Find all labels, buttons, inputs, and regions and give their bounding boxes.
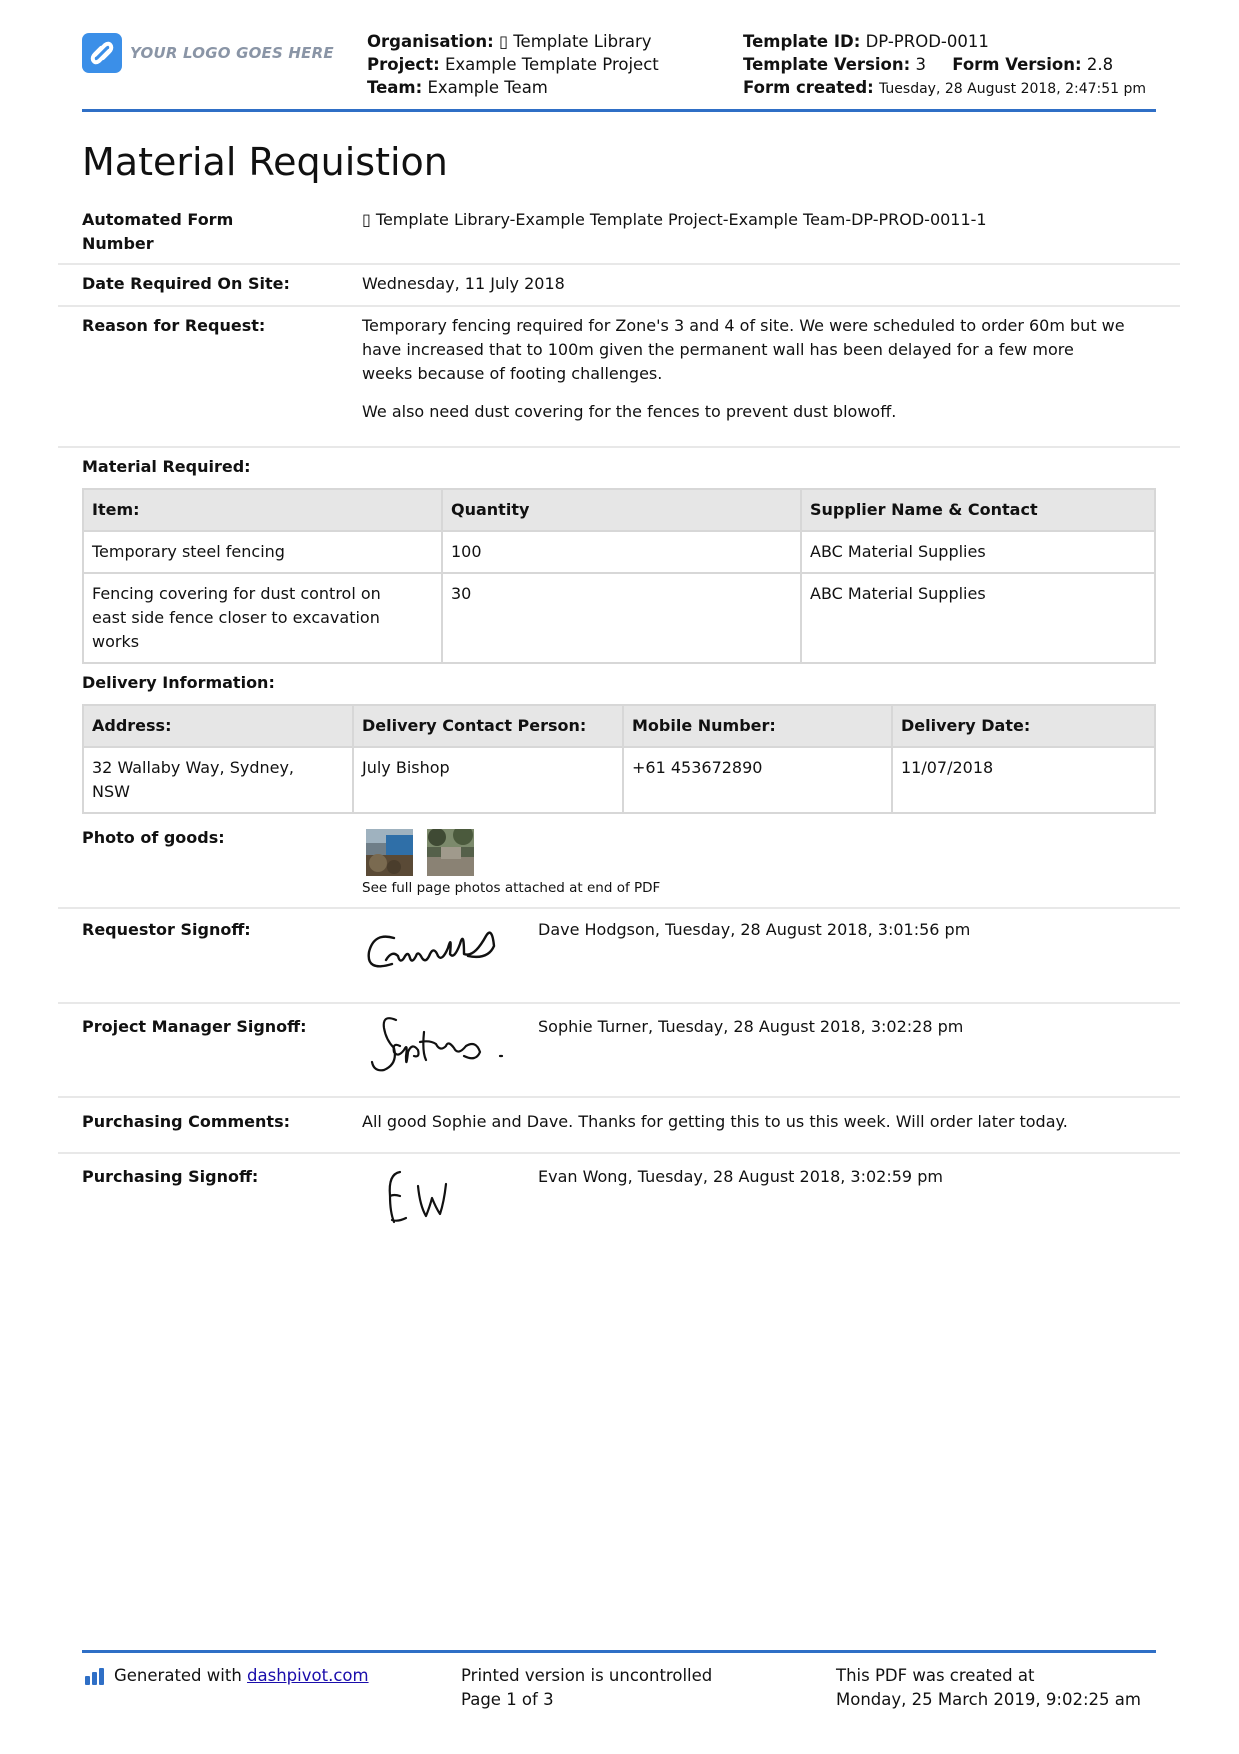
purchasing-signoff-value: Evan Wong, Tuesday, 28 August 2018, 3:02:59 pm (538, 1167, 943, 1186)
column-header-address: Address: (83, 705, 353, 747)
footer-generated (84, 1664, 369, 1688)
divider (58, 446, 1180, 448)
footer-uncontrolled (461, 1664, 712, 1712)
cell-text-line: east side fence closer to excavation (92, 608, 380, 627)
auto-number-label-line2: Number (82, 234, 154, 253)
cell-quantity: 100 (442, 531, 801, 573)
organisation-label: Organisation: (367, 32, 494, 51)
pm-signoff-value: Sophie Turner, Tuesday, 28 August 2018, 3:02:28 pm (538, 1017, 964, 1036)
cell-item (83, 573, 442, 663)
cell-item: Temporary steel fencing (83, 531, 442, 573)
auto-number-value: ▯ Template Library-Example Template Project-Example Team-DP-PROD-0011-1 (362, 210, 987, 229)
header-template-block (743, 30, 1146, 101)
cell-contact: July Bishop (353, 747, 623, 813)
cell-mobile: +61 453672890 (623, 747, 892, 813)
column-header-item: Item: (83, 489, 442, 531)
purchasing-comments-value: All good Sophie and Dave. Thanks for getting this to us this week. Will order later today. (362, 1112, 1068, 1131)
generated-text: Generated with (114, 1666, 242, 1685)
divider (58, 305, 1180, 307)
footer-created (836, 1664, 1141, 1712)
reason-line: have increased that to 100m given the permanent wall has been delayed for a few more (362, 340, 1074, 359)
template-id-value: DP-PROD-0011 (865, 32, 989, 51)
purchasing-signature (380, 1166, 470, 1234)
divider (58, 1096, 1180, 1098)
uncontrolled-text: Printed version is uncontrolled (461, 1666, 713, 1685)
project-value: Example Template Project (444, 55, 659, 74)
footer-divider (82, 1650, 1156, 1653)
bar-chart-icon (84, 1667, 106, 1685)
column-header-supplier: Supplier Name & Contact (801, 489, 1155, 531)
template-version-label: Template Version: (743, 55, 911, 74)
cell-address (83, 747, 353, 813)
column-header-delivery-date: Delivery Date: (892, 705, 1155, 747)
reason-line: We also need dust covering for the fences to prevent dust blowoff. (362, 402, 897, 421)
auto-number-label-line1: Automated Form (82, 210, 234, 229)
material-section-label: Material Required: (82, 457, 251, 476)
project-label: Project: (367, 55, 440, 74)
page-number: Page 1 of 3 (461, 1690, 554, 1709)
created-label: This PDF was created at (836, 1666, 1035, 1685)
requestor-signature (364, 920, 499, 984)
page-title: Material Requistion (82, 140, 448, 184)
photo-note: See full page photos attached at end of PDF (362, 880, 661, 896)
logo-text: YOUR LOGO GOES HERE (130, 44, 334, 62)
date-required-label: Date Required On Site: (82, 274, 290, 293)
divider (58, 1152, 1180, 1154)
cell-text-line: Fencing covering for dust control on (92, 584, 381, 603)
template-id-label: Template ID: (743, 32, 861, 51)
photo-thumbnail-2[interactable] (427, 829, 474, 876)
form-version-value: 2.8 (1086, 55, 1114, 74)
cell-text-line: NSW (92, 782, 130, 801)
delivery-table (82, 704, 1156, 814)
delivery-section-label: Delivery Information: (82, 673, 275, 692)
cell-text-line: 32 Wallaby Way, Sydney, (92, 758, 295, 777)
cell-quantity: 30 (442, 573, 801, 663)
cell-text-line: works (92, 632, 140, 651)
pm-signature (368, 1012, 508, 1080)
reason-line: weeks because of footing challenges. (362, 364, 663, 383)
template-version-value: 3 (915, 55, 926, 74)
form-created-label: Form created: (743, 78, 874, 97)
purchasing-comments-label: Purchasing Comments: (82, 1112, 290, 1131)
organisation-value: ▯ Template Library (498, 32, 652, 51)
pm-signoff-label: Project Manager Signoff: (82, 1017, 307, 1036)
table-header-row (83, 705, 1155, 747)
photo-thumbnail-1[interactable] (366, 829, 413, 876)
reason-line: Temporary fencing required for Zone's 3 and 4 of site. We were scheduled to order 60m but we (362, 316, 1125, 335)
header-org-block (367, 30, 659, 99)
team-value: Example Team (427, 78, 548, 97)
auto-number-label (82, 208, 233, 256)
team-label: Team: (367, 78, 423, 97)
purchasing-signoff-label: Purchasing Signoff: (82, 1167, 259, 1186)
dashpivot-link[interactable]: dashpivot.com (247, 1666, 369, 1685)
cell-supplier: ABC Material Supplies (801, 531, 1155, 573)
table-row (83, 531, 1155, 573)
requestor-signoff-label: Requestor Signoff: (82, 920, 251, 939)
cell-supplier: ABC Material Supplies (801, 573, 1155, 663)
divider (58, 263, 1180, 265)
material-table (82, 488, 1156, 664)
divider (58, 1002, 1180, 1004)
column-header-contact: Delivery Contact Person: (353, 705, 623, 747)
table-row (83, 573, 1155, 663)
header-divider (82, 109, 1156, 112)
photo-label: Photo of goods: (82, 828, 225, 847)
cell-delivery-date: 11/07/2018 (892, 747, 1155, 813)
form-version-label: Form Version: (952, 55, 1082, 74)
divider (58, 907, 1180, 909)
column-header-mobile: Mobile Number: (623, 705, 892, 747)
form-created-value: Tuesday, 28 August 2018, 2:47:51 pm (879, 81, 1147, 97)
date-required-value: Wednesday, 11 July 2018 (362, 274, 565, 293)
requestor-signoff-value: Dave Hodgson, Tuesday, 28 August 2018, 3:01:56 pm (538, 920, 971, 939)
company-logo (82, 33, 334, 73)
logo-icon (82, 33, 122, 73)
column-header-quantity: Quantity (442, 489, 801, 531)
table-header-row (83, 489, 1155, 531)
reason-label: Reason for Request: (82, 316, 266, 335)
created-value: Monday, 25 March 2019, 9:02:25 am (836, 1690, 1141, 1709)
reason-value (362, 314, 1125, 424)
table-row (83, 747, 1155, 813)
